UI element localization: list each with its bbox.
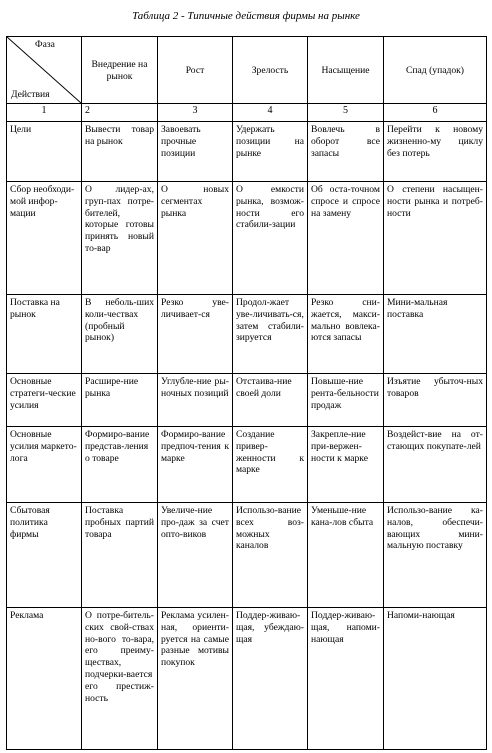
table-cell: Уменьше-ние кана-лов сбыта (308, 503, 384, 608)
table-cell: О емкости рынка, возмож-ности его стабили-зации (233, 182, 308, 295)
table-cell: Резко сни-жается, макси-мально вовлека-ются запасы (308, 295, 384, 374)
table-cell: Поддер-живаю-щая, напоми-нающая (308, 608, 384, 750)
table-row (7, 295, 487, 374)
row-label: Цели (7, 122, 82, 182)
table-cell: Резко уве-личивает-ся (158, 295, 233, 374)
corner-actions-label: Действия (11, 89, 50, 101)
column-number: 2 (82, 104, 158, 122)
column-number: 3 (158, 104, 233, 122)
table-cell: О потре-битель-ских свой-ствах но-вого то-вара, его преиму-ществах, подчерки-вается его престиж-ность (82, 608, 158, 750)
table-cell: В неболь-ших коли-чествах (пробный рынок) (82, 295, 158, 374)
column-number: 4 (233, 104, 308, 122)
table-cell: Вывести товар на рынок (82, 122, 158, 182)
table-cell: Поставка пробных партий товара (82, 503, 158, 608)
table-row (7, 374, 487, 427)
table-cell: Повыше-ние рента-бельности продаж (308, 374, 384, 427)
column-number: 5 (308, 104, 384, 122)
table-cell: Использо-вание ка-налов, обеспечи-вающих мини-мальную поставку (384, 503, 487, 608)
row-label: Основные усилия маркето-лога (7, 427, 82, 503)
column-number: 6 (384, 104, 487, 122)
phase-header: Зрелость (233, 37, 308, 104)
table-cell: Отстаива-ние своей доли (233, 374, 308, 427)
table-cell: О лидер-ах, груп-пах потре-бителей, которые готовы принять новый то-вар (82, 182, 158, 295)
table-cell: Перейти к новому жизненно-му циклу без потерь (384, 122, 487, 182)
phase-header: Насыщение (308, 37, 384, 104)
table-cell: Углубле-ние ры-ночных позиций (158, 374, 233, 427)
table-cell: Изъятие убыточ-ных товаров (384, 374, 487, 427)
table-cell: Об оста-точном спросе и спросе на замену (308, 182, 384, 295)
table-row (7, 503, 487, 608)
row-label: Основные стратеги-ческие усилия (7, 374, 82, 427)
table-cell: О степени насыщен-ности рынка и потреб-ности (384, 182, 487, 295)
row-label: Поставка на рынок (7, 295, 82, 374)
table-cell: Поддер-живаю-щая, убеждаю-щая (233, 608, 308, 750)
table-cell: Воздейст-вие на от-стающих покупате-лей (384, 427, 487, 503)
column-number: 1 (7, 104, 82, 122)
table-cell: Продол-жает уве-личивать-ся, затем стабили-зируется (233, 295, 308, 374)
table-cell: Закрепле-ние при-вержен-ности к марке (308, 427, 384, 503)
phase-header: Рост (158, 37, 233, 104)
column-number-row (7, 104, 487, 122)
corner-phase-label: Фаза (35, 39, 55, 50)
phase-header: Внедрение на рынок (82, 37, 158, 104)
corner-cell (7, 37, 82, 104)
table-cell: Создание привер-женности к марке (233, 427, 308, 503)
table-cell: Реклама усилен-ная, ориенти-руется на самые разные мотивы покупок (158, 608, 233, 750)
market-actions-table (6, 36, 487, 750)
row-label: Сбытовая политика фирмы (7, 503, 82, 608)
row-label: Реклама (7, 608, 82, 750)
table-cell: Формиро-вание представ-ления о товаре (82, 427, 158, 503)
header-row (7, 37, 487, 104)
table-cell: Завоевать прочные позиции (158, 122, 233, 182)
table-cell: Удержать позиции на рынке (233, 122, 308, 182)
table-cell: Мини-мальная поставка (384, 295, 487, 374)
table-cell: Вовлечь в оборот все запасы (308, 122, 384, 182)
table-cell: Напоми-нающая (384, 608, 487, 750)
table-row (7, 608, 487, 750)
table-row (7, 182, 487, 295)
table-cell: О новых сегментах рынка (158, 182, 233, 295)
table-row (7, 122, 487, 182)
row-label: Сбор необходи-мой инфор-мации (7, 182, 82, 295)
table-cell: Формиро-вание предпоч-тения к марке (158, 427, 233, 503)
table-row (7, 427, 487, 503)
table-caption: Таблица 2 - Типичные действия фирмы на рынке (132, 10, 360, 22)
table-cell: Увеличе-ние про-даж за счет опто-виков (158, 503, 233, 608)
phase-header: Спад (упадок) (384, 37, 487, 104)
table-cell: Расшире-ние рынка (82, 374, 158, 427)
table-cell: Использо-вание всех воз-можных каналов (233, 503, 308, 608)
